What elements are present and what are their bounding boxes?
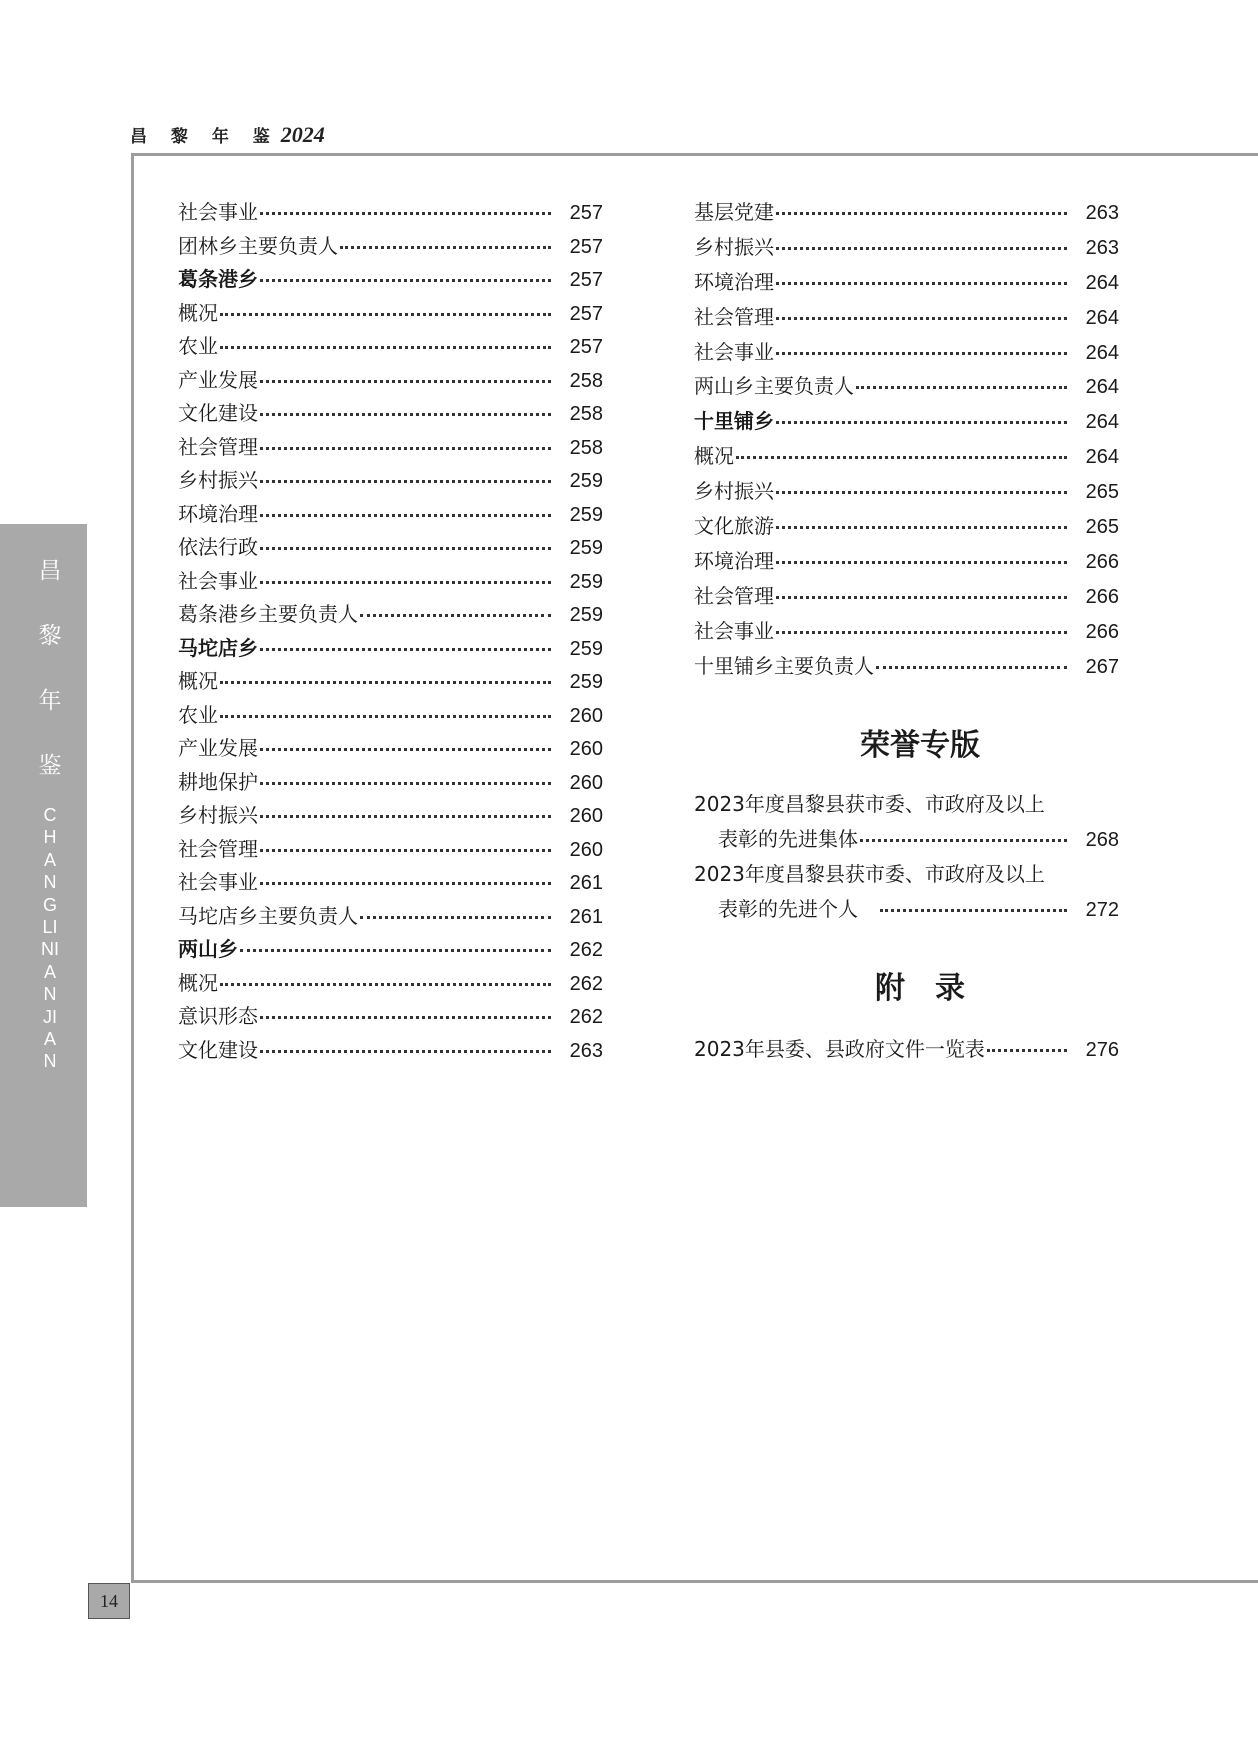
toc-entry[interactable] <box>694 510 1119 545</box>
toc-entry[interactable] <box>694 231 1119 266</box>
leader-dots <box>776 282 1067 285</box>
frame-left-rule <box>131 153 134 1583</box>
toc-entry-page: 265 <box>1085 481 1119 504</box>
toc-entry-page: 259 <box>569 503 603 526</box>
toc-entry-page: 272 <box>1085 899 1119 921</box>
toc-entry-honor-collective[interactable] <box>694 788 1119 858</box>
toc-entry-title: 基层党建 <box>694 200 774 224</box>
toc-entry-title: 意识形态 <box>178 1004 258 1028</box>
toc-entry-page: 259 <box>569 570 603 593</box>
toc-entry-page: 260 <box>569 805 603 827</box>
side-tab <box>0 524 87 1207</box>
toc-entry[interactable] <box>178 933 603 967</box>
toc-entry-title: 环境治理 <box>178 501 258 526</box>
toc-entry-page: 264 <box>1085 376 1119 399</box>
leader-dots <box>260 882 551 885</box>
toc-entry-title: 社会事业 <box>178 200 258 224</box>
toc-entry-page: 258 <box>569 403 603 425</box>
toc-entry-title: 概况 <box>178 669 218 693</box>
honor-section-title: 荣誉专版 <box>860 728 980 763</box>
toc-entry[interactable] <box>178 397 603 431</box>
leader-dots <box>260 480 551 483</box>
leader-dots <box>260 547 551 550</box>
toc-entry-title: 概况 <box>694 444 734 469</box>
toc-entry-page: 257 <box>569 235 603 258</box>
toc-entry[interactable] <box>178 665 603 699</box>
toc-entry-page: 262 <box>569 972 603 995</box>
leader-dots <box>260 1050 551 1053</box>
running-head <box>130 122 325 148</box>
toc-entry-page: 267 <box>1085 655 1119 678</box>
toc-entry-title: 产业发展 <box>178 736 258 760</box>
toc-entry[interactable] <box>178 866 603 900</box>
leader-dots <box>776 317 1067 320</box>
toc-entry[interactable] <box>178 967 603 1001</box>
toc-entry-title: 文化建设 <box>178 401 258 425</box>
side-tab-latin: CHANGLINIANJIAN <box>41 805 59 1072</box>
leader-dots <box>360 614 551 617</box>
side-tab-char-1: 昌 <box>38 558 62 584</box>
toc-entry[interactable] <box>178 699 603 733</box>
toc-entry-page: 264 <box>1085 306 1119 329</box>
running-head-year: 2024 <box>280 122 325 147</box>
toc-entry-page: 259 <box>569 671 603 693</box>
leader-dots <box>776 352 1067 355</box>
leader-dots <box>987 1049 1067 1052</box>
leader-dots <box>220 715 551 718</box>
toc-entry-page: 260 <box>569 738 603 760</box>
leader-dots <box>776 421 1067 424</box>
toc-entry-title: 社会事业 <box>178 568 258 593</box>
toc-entry-page: 260 <box>569 771 603 794</box>
toc-right-column <box>694 196 1119 684</box>
toc-entry-title: 十里铺乡主要负责人 <box>694 653 874 678</box>
leader-dots <box>340 246 551 249</box>
toc-entry-page: 258 <box>569 369 603 392</box>
side-tab-char-2: 黎 <box>38 623 62 649</box>
toc-entry[interactable] <box>178 431 603 465</box>
leader-dots <box>260 581 551 584</box>
toc-entry-page: 266 <box>1085 620 1119 643</box>
toc-entry-page: 257 <box>569 269 603 291</box>
toc-entry-page: 264 <box>1085 411 1119 434</box>
toc-entry-title: 社会管理 <box>178 836 258 861</box>
leader-dots <box>856 386 1067 389</box>
toc-entry[interactable] <box>694 405 1119 440</box>
toc-entry-title: 社会管理 <box>694 583 774 608</box>
leader-dots <box>776 247 1067 250</box>
toc-entry-page: 259 <box>569 637 603 660</box>
running-head-title: 昌 黎 年 鉴 <box>130 127 279 147</box>
toc-entry-title: 两山乡主要负责人 <box>694 374 854 399</box>
toc-entry[interactable] <box>178 833 603 867</box>
toc-entry[interactable] <box>178 196 603 230</box>
leader-dots <box>260 413 551 416</box>
leader-dots <box>260 748 551 751</box>
toc-entry[interactable] <box>694 196 1119 231</box>
leader-dots <box>776 526 1067 529</box>
toc-entry-page: 257 <box>569 336 603 358</box>
toc-entry-page: 259 <box>569 470 603 492</box>
toc-entry[interactable] <box>178 297 603 331</box>
toc-entry-title: 乡村振兴 <box>694 479 774 504</box>
toc-entry[interactable] <box>178 900 603 934</box>
toc-entry-title: 马坨店乡 <box>178 635 258 660</box>
toc-entry-title-line1: 2023年度昌黎县获市委、市政府及以上 <box>694 792 1045 816</box>
toc-entry-page: 259 <box>569 537 603 559</box>
toc-entry-page: 263 <box>1085 236 1119 259</box>
toc-entry[interactable] <box>178 230 603 264</box>
toc-entry[interactable] <box>694 336 1119 371</box>
toc-entry-title: 社会事业 <box>178 870 258 894</box>
leader-dots <box>240 949 551 952</box>
toc-entry-title: 葛条港乡 <box>178 267 258 291</box>
toc-entry[interactable] <box>178 263 603 297</box>
toc-entry-page: 266 <box>1085 550 1119 573</box>
toc-entry-title: 2023年县委、县政府文件一览表 <box>694 1037 985 1061</box>
toc-entry[interactable] <box>178 1034 603 1068</box>
toc-entry-title: 乡村振兴 <box>694 234 774 259</box>
leader-dots <box>776 491 1067 494</box>
toc-entry[interactable] <box>178 464 603 498</box>
toc-entry-title: 马坨店乡主要负责人 <box>178 903 358 928</box>
toc-entry-title: 农业 <box>178 334 218 358</box>
toc-entry-title: 耕地保护 <box>178 769 258 794</box>
leader-dots <box>220 346 551 349</box>
appendix-section-title: 附 录 <box>875 971 965 1006</box>
leader-dots <box>260 212 551 215</box>
leader-dots <box>260 380 551 383</box>
leader-dots <box>776 596 1067 599</box>
leader-dots <box>220 313 551 316</box>
leader-dots <box>880 909 1067 912</box>
toc-entry-honor-individual[interactable] <box>694 858 1119 928</box>
toc-entry[interactable] <box>178 364 603 398</box>
toc-entry-page: 264 <box>1085 271 1119 294</box>
leader-dots <box>260 447 551 450</box>
toc-entry-page: 263 <box>569 1039 603 1062</box>
toc-entry[interactable] <box>694 440 1119 475</box>
page-number: 14 <box>88 1583 130 1619</box>
toc-entry-title: 环境治理 <box>694 269 774 294</box>
toc-entry-page: 262 <box>569 939 603 961</box>
toc-entry-title: 葛条港乡主要负责人 <box>178 602 358 626</box>
toc-entry-title: 社会管理 <box>178 434 258 459</box>
toc-entry-title: 乡村振兴 <box>178 803 258 827</box>
toc-entry-title: 文化建设 <box>178 1037 258 1062</box>
toc-entry-title: 社会事业 <box>694 618 774 643</box>
leader-dots <box>876 666 1067 669</box>
leader-dots <box>360 916 551 919</box>
frame-top-rule <box>131 153 1258 156</box>
toc-entry[interactable] <box>178 1000 603 1034</box>
toc-entry-title: 十里铺乡 <box>694 409 774 434</box>
toc-entry-page: 257 <box>569 302 603 325</box>
toc-entry-page: 268 <box>1085 829 1119 851</box>
toc-entry[interactable] <box>694 475 1119 510</box>
toc-entry[interactable] <box>178 598 603 632</box>
side-tab-char-4: 鉴 <box>38 753 62 779</box>
toc-entry-page: 262 <box>569 1006 603 1028</box>
toc-entry[interactable] <box>178 565 603 599</box>
toc-entry-page: 264 <box>1085 341 1119 364</box>
frame-bottom-rule <box>131 1580 1258 1583</box>
leader-dots <box>736 456 1067 459</box>
leader-dots <box>776 561 1067 564</box>
toc-entry-title-line1: 2023年度昌黎县获市委、市政府及以上 <box>694 862 1045 886</box>
toc-entry-title: 概况 <box>178 300 218 325</box>
toc-entry-page: 258 <box>569 436 603 459</box>
toc-entry[interactable] <box>178 632 603 666</box>
toc-entry-page: 259 <box>569 604 603 626</box>
toc-entry-page: 261 <box>569 872 603 894</box>
toc-entry[interactable] <box>694 650 1119 685</box>
side-tab-char-3: 年 <box>38 688 62 714</box>
leader-dots <box>776 212 1067 215</box>
toc-entry[interactable] <box>178 799 603 833</box>
toc-entry-page: 257 <box>569 202 603 224</box>
leader-dots <box>260 514 551 517</box>
leader-dots <box>260 648 551 651</box>
toc-entry[interactable] <box>694 301 1119 336</box>
toc-entry-appendix[interactable] <box>694 1033 1119 1068</box>
toc-entry-title-line2: 表彰的先进个人 <box>718 897 858 921</box>
toc-entry[interactable] <box>178 498 603 532</box>
leader-dots <box>260 815 551 818</box>
toc-entry[interactable] <box>694 266 1119 301</box>
toc-entry-page: 264 <box>1085 446 1119 469</box>
leader-dots <box>260 1016 551 1019</box>
toc-entry[interactable] <box>178 531 603 565</box>
toc-entry-title: 环境治理 <box>694 548 774 573</box>
toc-entry-title: 社会事业 <box>694 339 774 364</box>
leader-dots <box>220 681 551 684</box>
toc-entry[interactable] <box>694 545 1119 580</box>
leader-dots <box>776 631 1067 634</box>
leader-dots <box>260 279 551 282</box>
toc-entry-page: 261 <box>569 905 603 928</box>
toc-entry-title: 社会管理 <box>694 304 774 329</box>
toc-entry-title: 农业 <box>178 702 218 727</box>
leader-dots <box>860 839 1067 842</box>
toc-entry-page: 263 <box>1085 202 1119 224</box>
toc-entry-title: 乡村振兴 <box>178 468 258 492</box>
toc-entry[interactable] <box>178 766 603 800</box>
toc-entry[interactable] <box>178 732 603 766</box>
toc-entry-page: 276 <box>1085 1039 1119 1061</box>
leader-dots <box>260 782 551 785</box>
toc-entry-title-line2: 表彰的先进集体 <box>718 827 858 851</box>
toc-entry-page: 260 <box>569 838 603 861</box>
leader-dots <box>260 849 551 852</box>
toc-entry[interactable] <box>694 580 1119 615</box>
toc-entry-title: 两山乡 <box>178 937 238 961</box>
toc-entry-page: 265 <box>1085 516 1119 539</box>
toc-entry-page: 266 <box>1085 585 1119 608</box>
toc-entry-title: 文化旅游 <box>694 514 774 539</box>
toc-entry[interactable] <box>694 615 1119 650</box>
toc-entry-title: 团林乡主要负责人 <box>178 233 338 258</box>
toc-entry[interactable] <box>178 330 603 364</box>
toc-entry[interactable] <box>694 370 1119 405</box>
toc-entry-page: 260 <box>569 704 603 727</box>
toc-entry-title: 产业发展 <box>178 367 258 392</box>
leader-dots <box>220 983 551 986</box>
toc-entry-title: 概况 <box>178 970 218 995</box>
toc-left-column <box>178 196 603 1067</box>
toc-entry-title: 依法行政 <box>178 535 258 559</box>
